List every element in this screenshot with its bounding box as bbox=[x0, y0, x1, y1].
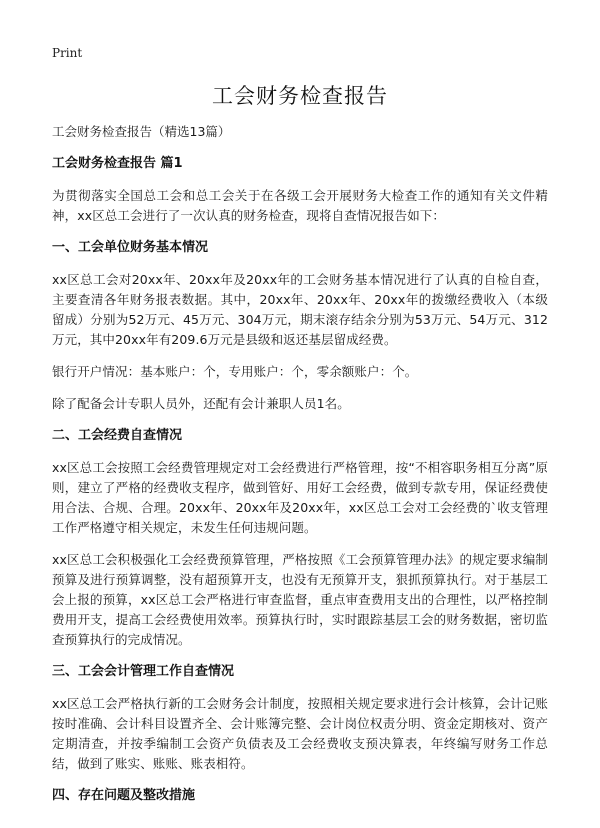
section-2-paragraph-2: xx区总工会积极强化工会经费预算管理，严格按照《工会预算管理办法》的规定要求编制预算及进行预算调整，没有超预算开支，也没有无预算开支，狠抓预算执行。对于基层工会上报的预算，xx区总工会严格进行审查监督，重点审查费用支出的合理性，以严格控制费用开支，提高工会经费使用效率。预算执行时，实时跟踪基层工会的财务数据，密切监查预算执行的完成情况。 bbox=[52, 552, 548, 647]
section-1-paragraph-1: xx区总工会对20xx年、20xx年及20xx年的工会财务基本情况进行了认真的自检自查，主要查清各年财务报表数据。其中，20xx年、20xx年、20xx年的拨缴经费收入（本级留成）分别为52万元、45万元、304万元，期末滚存结余分别为53万元、54万元、312万元，其中20xx年有209.6万元是县级和返还基层留成经费。 bbox=[52, 272, 548, 347]
section-3-paragraph-1: xx区总工会严格执行新的工会财务会计制度，按照相关规定要求进行会计核算，会计记账按时准确、会计科目设置齐全、会计账簿完整、会计岗位权责分明、资金定期核对、资产定期清查，并按季编制工会资产负债表及工会经费收支预决算表，年终编写财务工作总结，做到了账实、账账、账表相符。 bbox=[52, 696, 548, 771]
document-body bbox=[52, 122, 548, 818]
print-link[interactable]: Print bbox=[52, 46, 83, 60]
section-2-paragraph-1: xx区总工会按照工会经费管理规定对工会经费进行严格管理，按“不相容职务相互分离”原则，建立了严格的经费收支程序，做到管好、用好工会经费，做到专款专用，保证经费使用合法、合规、合理。20xx年、20xx年及20xx年，xx区总工会对工会经费的`收支管理工作严格遵守相关规定，未发生任何违规问题。 bbox=[52, 460, 548, 535]
document-title: 工会财务检查报告 bbox=[212, 84, 388, 108]
section-1-heading: 一、工会单位财务基本情况 bbox=[52, 240, 209, 255]
section-1-paragraph-2: 银行开户情况：基本账户：个，专用账户：个，零余额账户：个。 bbox=[52, 364, 418, 379]
section-1-paragraph-3: 除了配备会计专职人员外，还配有会计兼职人员1名。 bbox=[52, 396, 350, 411]
section-4-heading: 四、存在问题及整改措施 bbox=[52, 788, 196, 803]
section-3-heading: 三、工会会计管理工作自查情况 bbox=[52, 664, 235, 679]
article-heading: 工会财务检查报告 篇1 bbox=[52, 156, 183, 171]
document-subtitle: 工会财务检查报告（精选13篇） bbox=[52, 124, 231, 139]
intro-paragraph: 为贯彻落实全国总工会和总工会关于在各级工会开展财务大检查工作的通知有关文件精神，xx区总工会进行了一次认真的财务检查，现将自查情况报告如下： bbox=[52, 188, 548, 223]
section-2-heading: 二、工会经费自查情况 bbox=[52, 428, 183, 443]
